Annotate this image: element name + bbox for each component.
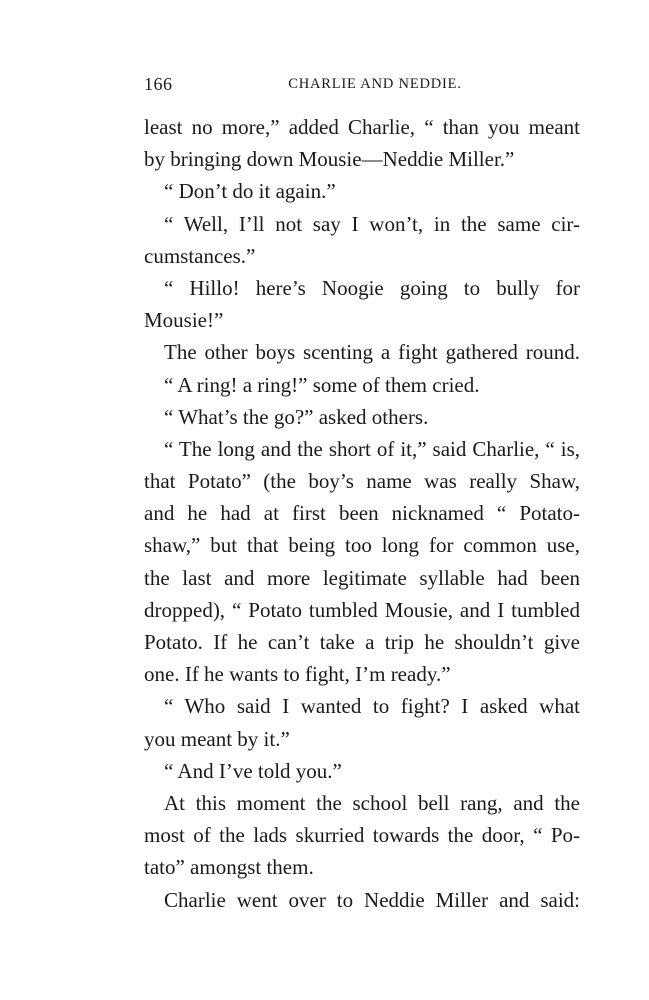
text-line: “ Who said I wanted to fight? I asked what <box>164 694 580 719</box>
page-header <box>144 74 580 102</box>
text-line: that Potato” (the boy’s name was really Shaw, <box>144 469 580 494</box>
text-line: “ And I’ve told you.” <box>164 758 342 783</box>
text-line: “ The long and the short of it,” said Charlie, “ is, <box>164 436 580 461</box>
running-head: CHARLIE AND NEDDIE. <box>288 76 462 92</box>
text-line: most of the lads skurried towards the door, “ Po- <box>144 823 580 848</box>
text-line: shaw,” but that being too long for common use, <box>144 533 580 558</box>
page-number: 166 <box>144 74 173 94</box>
text-line: you meant by it.” <box>144 726 290 751</box>
text-line: one. If he wants to fight, I’m ready.” <box>144 662 451 687</box>
text-line: “ Don’t do it again.” <box>164 179 336 204</box>
text-line: by bringing down Mousie—Neddie Miller.” <box>144 147 515 172</box>
text-line: the last and more legitimate syllable had been <box>144 565 580 590</box>
text-line: “ A ring! a ring!” some of them cried. <box>164 372 480 397</box>
text-line: “ Well, I’ll not say I won’t, in the same cir- <box>164 211 580 236</box>
text-line: Potato. If he can’t take a trip he shouldn’t give <box>144 630 580 654</box>
text-line: and he had at first been nicknamed “ Potato- <box>144 501 580 526</box>
text-line: “ Hillo! here’s Noogie going to bully for <box>164 275 580 300</box>
text-line: Charlie went over to Neddie Miller and said: <box>164 887 580 912</box>
text-line: “ What’s the go?” asked others. <box>164 404 429 429</box>
text-line: cumstances.” <box>144 243 256 268</box>
text-line: tato” amongst them. <box>144 855 314 880</box>
text-line: Mousie!” <box>144 308 224 333</box>
text-line: least no more,” added Charlie, “ than you meant <box>144 115 580 139</box>
text-line: dropped), “ Potato tumbled Mousie, and I tumbled <box>144 597 580 622</box>
text-line: The other boys scenting a fight gathered round. <box>164 340 580 365</box>
body-text <box>144 111 580 916</box>
text-line: At this moment the school bell rang, and the <box>164 790 580 815</box>
